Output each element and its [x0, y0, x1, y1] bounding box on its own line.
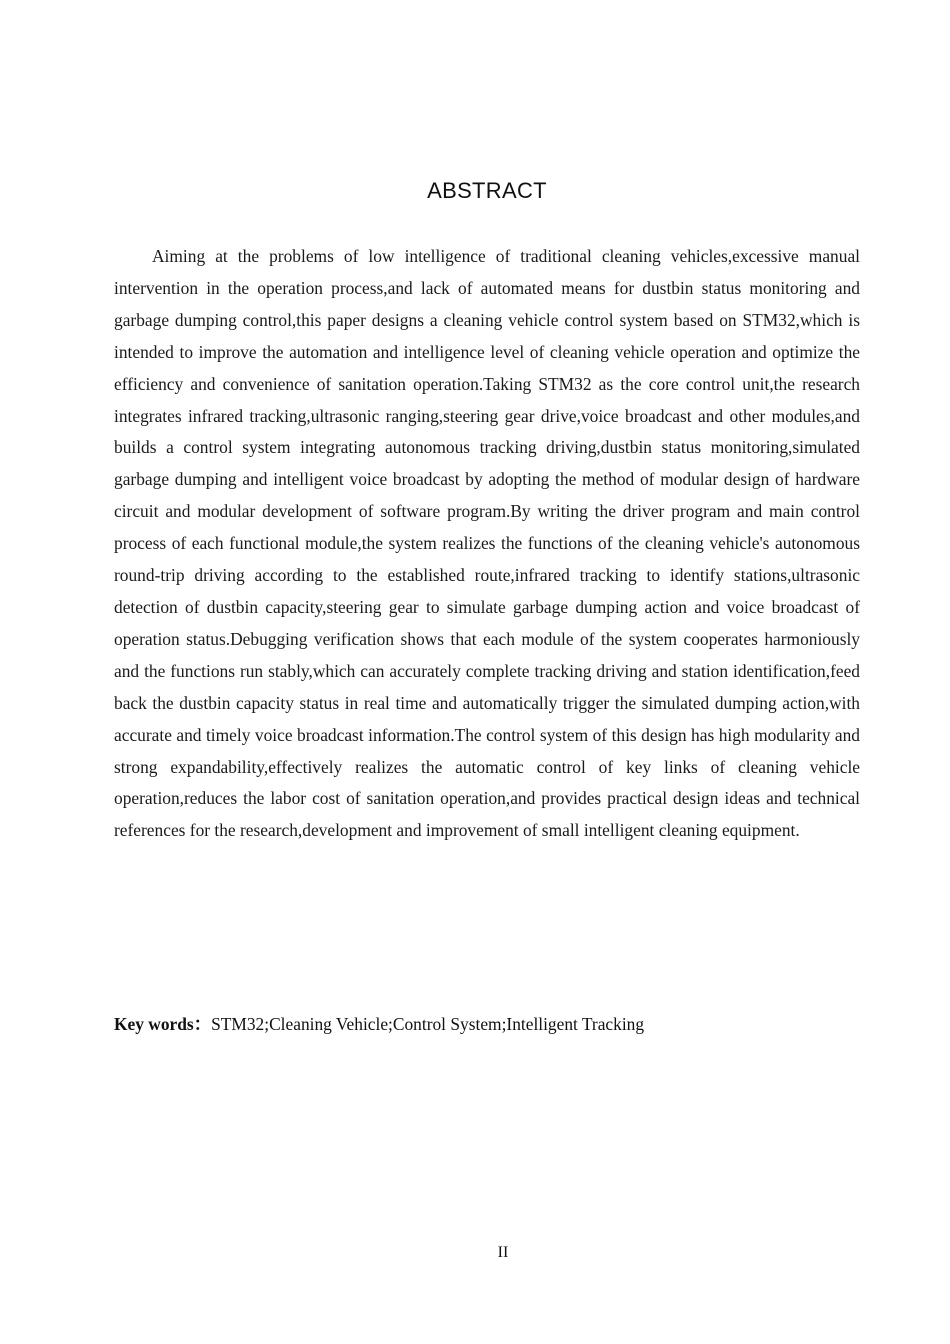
- abstract-title: ABSTRACT: [427, 178, 547, 203]
- keywords-label: Key words：: [114, 1014, 212, 1034]
- keywords-value: STM32;Cleaning Vehicle;Control System;Intelligent Tracking: [211, 1014, 645, 1034]
- page-number: II: [497, 1244, 509, 1261]
- abstract-body: Aiming at the problems of low intelligence of traditional cleaning vehicles,excessive manual intervention in the operation process,and lack of automated means for dustbin status monitoring and garbage dumping control,this paper designs a cleaning vehicle control system based on STM32,which is intended to improve the automation and intelligence level of cleaning vehicle operation and optimize the efficiency and convenience of sanitation operation.Taking STM32 as the core control unit,the research integrates infrared tracking,ultrasonic ranging,steering gear drive,voice broadcast and other modules,and builds a control system integrating autonomous tracking driving,dustbin status monitoring,simulated garbage dumping and intelligent voice broadcast by adopting the method of modular design of hardware circuit and modular development of software program.By writing the driver program and main control process of each functional module,the system realizes the functions of the cleaning vehicle's autonomous round-trip driving according to the established route,infrared tracking to identify stations,ultrasonic detection of dustbin capacity,steering gear to simulate garbage dumping action and voice broadcast of operation status.Debugging verification shows that each module of the system cooperates harmoniously and the functions run stably,which can accurately complete tracking driving and station identification,feed back the dustbin capacity status in real time and automatically trigger the simulated dumping action,with accurate and timely voice broadcast information.The control system of this design has high modularity and strong expandability,effectively realizes the automatic control of key links of cleaning vehicle operation,reduces the labor cost of sanitation operation,and provides practical design ideas and technical references for the research,development and improvement of small intelligent cleaning equipment.: [114, 246, 860, 841]
- keywords-line: [114, 1009, 860, 1039]
